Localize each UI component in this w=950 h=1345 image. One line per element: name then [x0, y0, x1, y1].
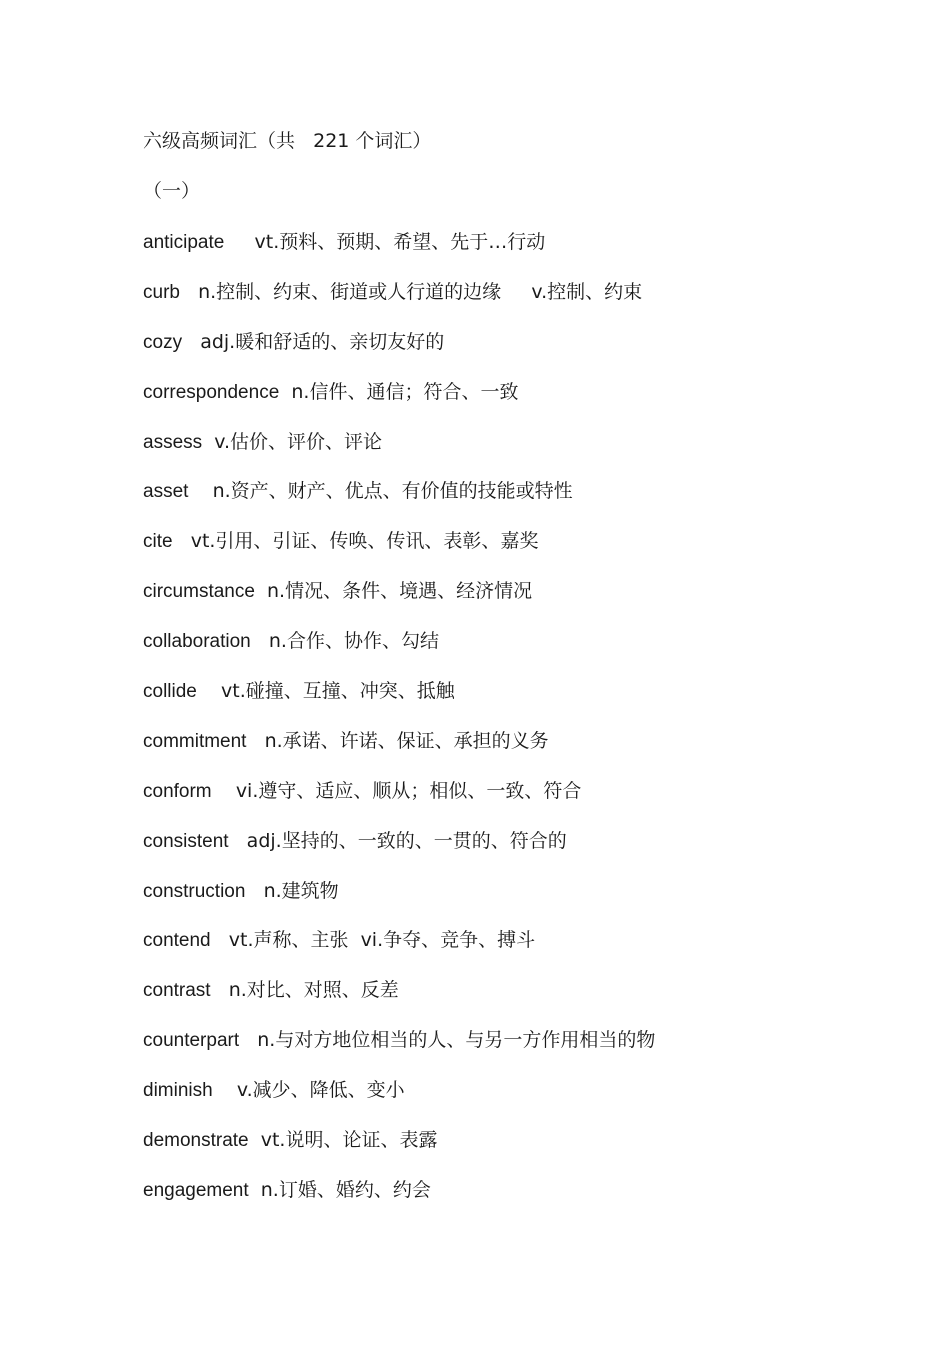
vocabulary-entry	[143, 529, 655, 579]
entry-definition: vt.声称、主张 vi.争夺、竞争、搏斗	[228, 929, 536, 952]
entry-definition: adj.坚持的、一致的、一贯的、符合的	[246, 829, 567, 852]
vocabulary-list	[143, 230, 655, 1228]
vocabulary-entry	[143, 430, 655, 480]
vocabulary-entry	[143, 479, 655, 529]
vocabulary-entry	[143, 380, 655, 430]
entry-spacing	[182, 331, 200, 353]
entry-definition: n.承诺、许诺、保证、承担的义务	[264, 729, 549, 752]
entry-definition: vt.引用、引证、传唤、传讯、表彰、嘉奖	[190, 530, 539, 553]
entry-spacing	[255, 580, 267, 602]
vocabulary-entry	[143, 679, 655, 729]
vocabulary-entry	[143, 230, 655, 280]
entry-spacing	[197, 680, 221, 702]
vocabulary-entry	[143, 1028, 655, 1078]
entry-word: consistent	[143, 830, 229, 852]
entry-word: asset	[143, 481, 189, 503]
vocabulary-entry	[143, 928, 655, 978]
entry-spacing	[224, 231, 254, 253]
vocabulary-entry	[143, 978, 655, 1028]
entry-definition: vt.说明、论证、表露	[260, 1129, 438, 1152]
entry-spacing	[246, 730, 264, 752]
entry-definition: vt.碰撞、互撞、冲突、抵触	[221, 680, 455, 703]
entry-spacing	[202, 431, 214, 453]
vocabulary-entry	[143, 1178, 655, 1228]
entry-word: diminish	[143, 1080, 213, 1102]
entry-spacing	[249, 1179, 261, 1201]
entry-spacing	[229, 830, 247, 852]
entry-definition: n.情况、条件、境遇、经济情况	[267, 580, 533, 603]
entry-definition: adj.暖和舒适的、亲切友好的	[200, 330, 445, 353]
entry-definition: v.估价、评价、评论	[214, 430, 383, 453]
entry-word: circumstance	[143, 581, 255, 603]
entry-definition: n.控制、约束、街道或人行道的边缘 v.控制、约束	[198, 280, 643, 303]
vocabulary-entry	[143, 629, 655, 679]
vocabulary-entry	[143, 879, 655, 929]
entry-spacing	[188, 480, 212, 502]
entry-word: construction	[143, 880, 246, 902]
entry-definition: n.订婚、婚约、约会	[260, 1178, 431, 1201]
vocabulary-entry	[143, 280, 655, 330]
entry-word: anticipate	[143, 232, 225, 253]
entry-spacing	[249, 1129, 261, 1151]
entry-word: contrast	[143, 980, 211, 1002]
vocabulary-entry	[143, 1078, 655, 1128]
entry-spacing	[211, 979, 229, 1001]
entry-spacing	[211, 929, 229, 951]
entry-word: cozy	[143, 331, 183, 353]
entry-word: engagement	[143, 1179, 249, 1201]
entry-definition: vi.遵守、适应、顺从；相似、一致、符合	[235, 779, 582, 802]
entry-word: assess	[143, 431, 203, 453]
entry-definition: n.与对方地位相当的人、与另一方作用相当的物	[257, 1029, 656, 1052]
entry-word: counterpart	[143, 1030, 240, 1052]
entry-word: contend	[143, 930, 211, 952]
vocabulary-entry	[143, 330, 655, 380]
entry-spacing	[180, 281, 198, 303]
section-heading: （一）	[143, 180, 201, 202]
entry-definition: vt.预料、预期、希望、先于…行动	[254, 231, 546, 253]
entry-spacing	[213, 1079, 237, 1101]
vocabulary-entry	[143, 579, 655, 629]
entry-word: correspondence	[143, 381, 280, 403]
vocabulary-entry	[143, 779, 655, 829]
entry-spacing	[173, 530, 191, 552]
entry-definition: n.信件、通信；符合、一致	[291, 380, 519, 403]
entry-word: cite	[143, 531, 173, 553]
entry-word: commitment	[143, 730, 247, 752]
entry-word: conform	[143, 780, 212, 802]
entry-word: curb	[143, 281, 180, 303]
entry-word: demonstrate	[143, 1130, 249, 1152]
entry-spacing	[212, 780, 236, 802]
entry-spacing	[239, 1029, 257, 1051]
vocabulary-entry	[143, 1128, 655, 1178]
entry-spacing	[279, 381, 291, 403]
entry-definition: v.减少、降低、变小	[236, 1079, 405, 1102]
entry-definition: n.建筑物	[263, 879, 339, 902]
entry-definition: n.合作、协作、勾结	[268, 630, 439, 653]
entry-definition: n.资产、财产、优点、有价值的技能或特性	[212, 480, 573, 503]
entry-spacing	[245, 880, 263, 902]
vocabulary-entry	[143, 829, 655, 879]
vocabulary-entry	[143, 729, 655, 779]
entry-word: collide	[143, 681, 197, 703]
entry-word: collaboration	[143, 631, 251, 653]
document-title: 六级高频词汇（共 221 个词汇）	[143, 130, 432, 152]
entry-definition: n.对比、对照、反差	[228, 979, 399, 1002]
entry-spacing	[251, 630, 269, 652]
